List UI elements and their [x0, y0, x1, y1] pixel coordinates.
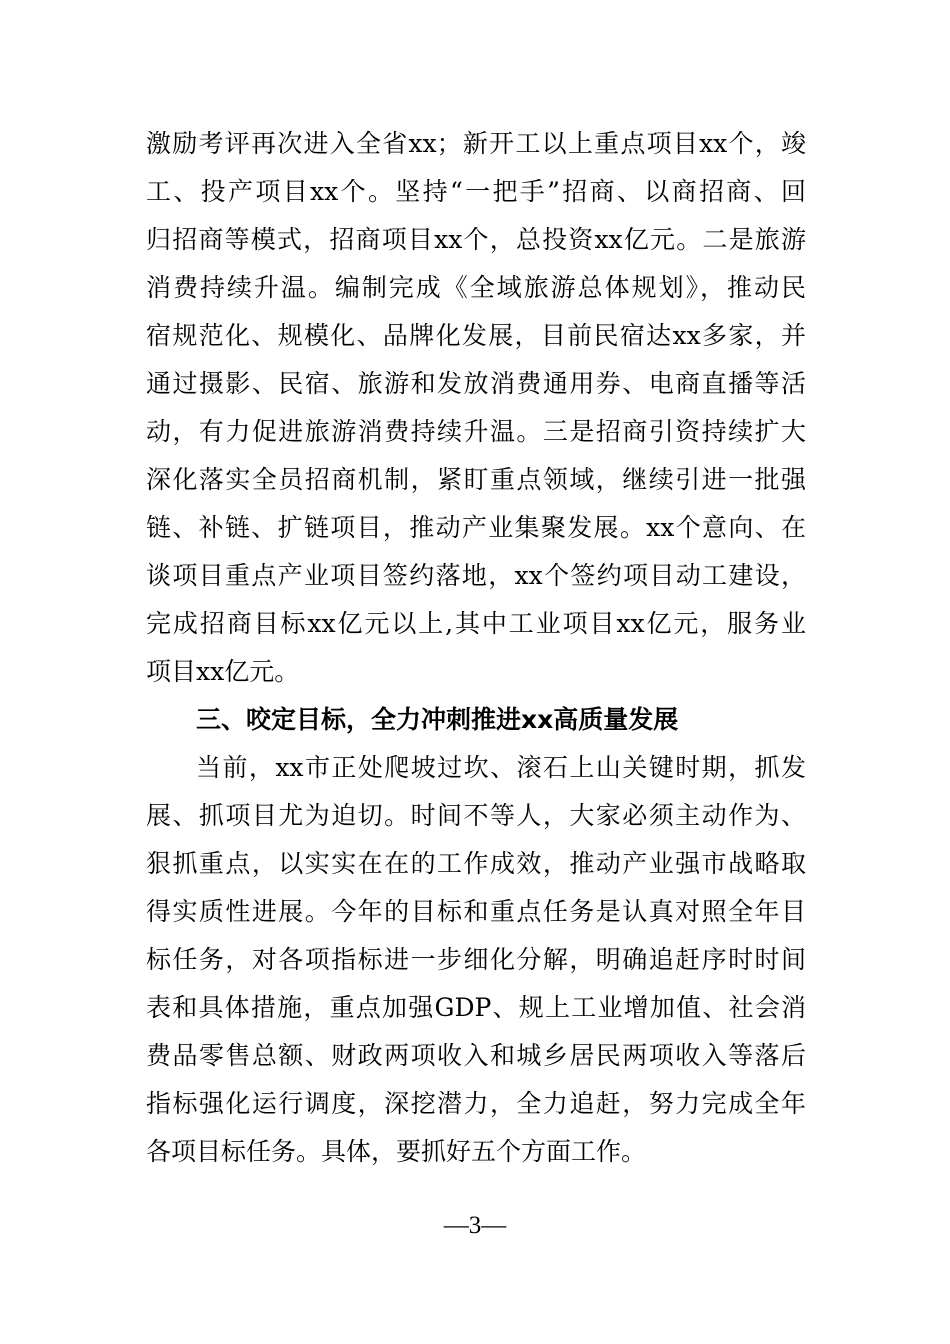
- text-line: 归招商等模式，招商项目xx个，总投资xx亿元。二是旅游: [146, 225, 806, 254]
- text-line: 项目xx亿元。: [146, 657, 300, 686]
- section-heading: 三、咬定目标，全力冲刺推进xx高质量发展: [196, 705, 679, 734]
- text-line: 表和具体措施，重点加强GDP、规上工业增加值、社会消: [146, 993, 806, 1022]
- text-line: 得实质性进展。今年的目标和重点任务是认真对照全年目: [146, 897, 806, 926]
- text-line: 动，有力促进旅游消费持续升温。三是招商引资持续扩大: [146, 417, 806, 446]
- text-line: 消费持续升温。编制完成《全域旅游总体规划》，推动民: [146, 273, 806, 302]
- text-line: 狠抓重点，以实实在在的工作成效，推动产业强市战略取: [146, 849, 806, 878]
- text-line: 激励考评再次进入全省xx；新开工以上重点项目xx个，竣: [146, 129, 806, 158]
- text-line: 通过摄影、民宿、旅游和发放消费通用券、电商直播等活: [146, 369, 806, 398]
- text-line: 费品零售总额、财政两项收入和城乡居民两项收入等落后: [146, 1041, 806, 1070]
- text-line: 完成招商目标xx亿元以上,其中工业项目xx亿元，服务业: [146, 609, 806, 638]
- text-line: 宿规范化、规模化、品牌化发展，目前民宿达xx多家，并: [146, 321, 806, 350]
- text-line: 深化落实全员招商机制，紧盯重点领域，继续引进一批强: [146, 465, 806, 494]
- text-line: 谈项目重点产业项目签约落地，xx个签约项目动工建设，: [146, 561, 806, 590]
- text-line: 指标强化运行调度，深挖潜力，全力追赶，努力完成全年: [146, 1089, 806, 1118]
- text-line: 当前，xx市正处爬坡过坎、滚石上山关键时期，抓发: [196, 753, 806, 782]
- text-line: 工、投产项目xx个。坚持“一把手”招商、以商招商、回: [146, 177, 806, 206]
- page-number: —3—: [443, 1212, 507, 1239]
- text-line: 标任务，对各项指标进一步细化分解，明确追赶序时时间: [146, 945, 806, 974]
- text-line: 展、抓项目尤为迫切。时间不等人，大家必须主动作为、: [146, 801, 806, 830]
- text-line: 链、补链、扩链项目，推动产业集聚发展。xx个意向、在: [146, 513, 806, 542]
- text-line: 各项目标任务。具体，要抓好五个方面工作。: [146, 1137, 647, 1166]
